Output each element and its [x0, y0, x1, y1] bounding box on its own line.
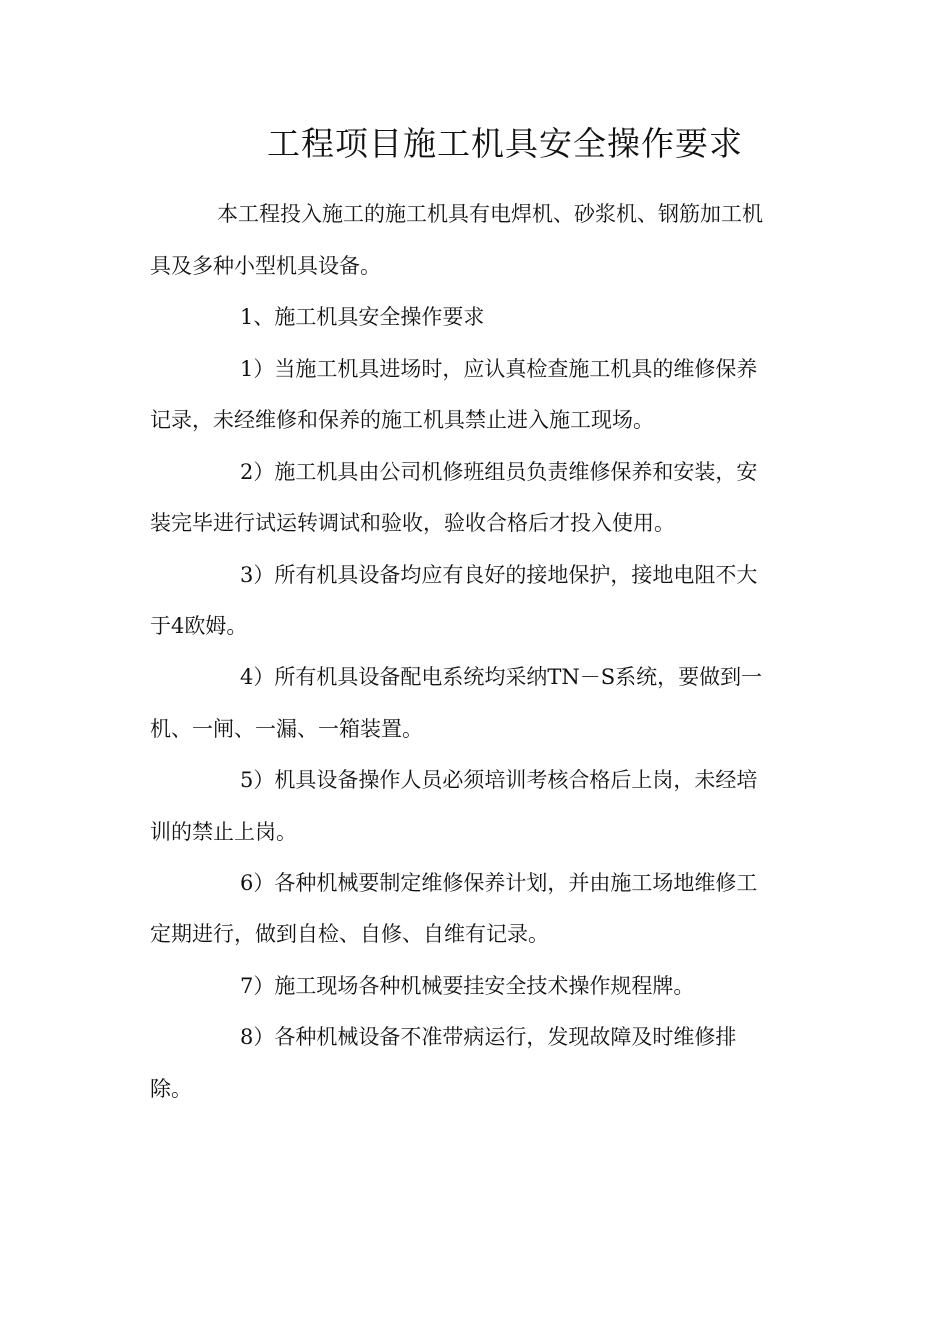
item-6-line-1: 6）各种机械要制定维修保养计划，并由施工场地维修工	[240, 871, 758, 895]
item-8-line-1: 8）各种机械设备不准带病运行，发现故障及时维修排	[240, 1025, 737, 1049]
section-heading: 1、施工机具安全操作要求	[240, 305, 485, 329]
item-2-line-2: 装完毕进行试运转调试和验收，验收合格后才投入使用。	[150, 511, 675, 535]
item-8-line-2: 除。	[150, 1077, 192, 1101]
item-1-line-2: 记录，未经维修和保养的施工机具禁止进入施工现场。	[150, 408, 654, 432]
item-7-line-1: 7）施工现场各种机械要挂安全技术操作规程牌。	[240, 974, 695, 998]
item-5-line-1: 5）机具设备操作人员必须培训考核合格后上岗，未经培	[240, 768, 758, 792]
item-6-line-2: 定期进行，做到自检、自修、自维有记录。	[150, 922, 549, 946]
intro-line-1: 本工程投入施工的施工机具有电焊机、砂浆机、钢筋加工机	[217, 202, 763, 226]
item-4-line-2: 机、一闸、一漏、一箱装置。	[150, 717, 423, 741]
intro-line-2: 具及多种小型机具设备。	[150, 254, 381, 278]
document-title: 工程项目施工机具安全操作要求	[267, 124, 743, 163]
item-3-line-1: 3）所有机具设备均应有良好的接地保护，接地电阻不大	[240, 563, 758, 587]
item-1-line-1: 1）当施工机具进场时，应认真检查施工机具的维修保养	[240, 357, 758, 381]
item-2-line-1: 2）施工机具由公司机修班组员负责维修保养和安装，安	[240, 460, 758, 484]
item-5-line-2: 训的禁止上岗。	[150, 820, 297, 844]
item-3-line-2: 于4欧姆。	[150, 614, 248, 638]
item-4-line-1: 4）所有机具设备配电系统均采纳TN－S系统，要做到一	[240, 665, 763, 689]
